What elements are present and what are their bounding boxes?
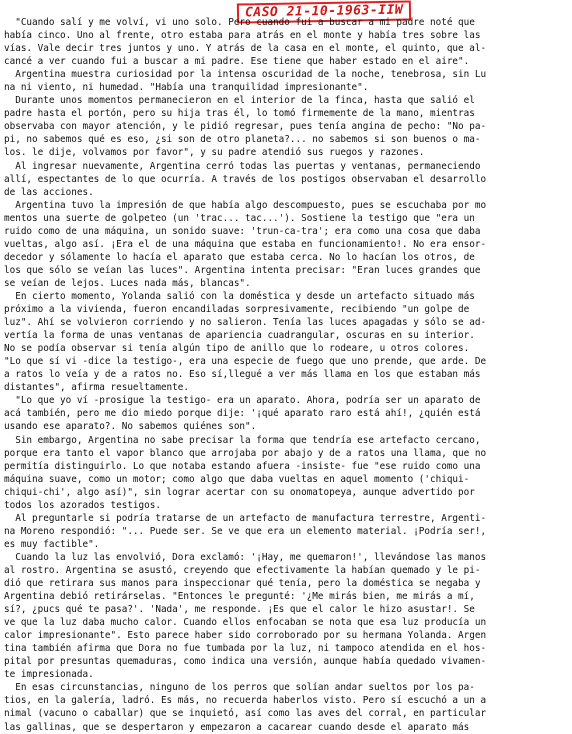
text-line: chiqui-chi', algo así)", sin lograr acertar con su onomatopeya, aunque advertido por: [4, 486, 475, 498]
text-line: te impresionada.: [4, 669, 94, 681]
text-line: permitía distinguirlo. Lo que notaba estando afuera -insiste- fue "ese ruido como una: [4, 460, 481, 472]
text-line: todos los azorados testigos.: [4, 499, 161, 511]
text-line: pi, no sabemos qué es eso, ¿si son de otro planeta?... no sabemos si son buenos o ma-: [4, 134, 481, 146]
text-line: distantes", afirma resueltamente.: [4, 382, 189, 394]
text-line: los que sólo se veían las luces". Argentina intenta precisar: "Eran luces grandes que: [4, 264, 481, 276]
text-line: na ni viento, ni humedad. "Había una tranquilidad impresionante".: [4, 82, 369, 94]
text-line: es muy factible".: [4, 538, 100, 550]
text-line: luz". Ahí se volvieron corriendo y no salieron. Tenía las luces apagadas y sólo se ad-: [4, 317, 487, 329]
text-line: dió que retirara sus manos para inspeccionar qué tenía, pero la doméstica se negaba y: [4, 578, 481, 590]
text-line: próximo a la vivienda, fueron encandiladas sorpresivamente, recibiendo "un golpe de: [4, 304, 470, 316]
text-line: cancé a ver cuando fui a buscar a mi padre. Ese tiene que haber estado en el aire".: [4, 56, 470, 68]
text-line: había cinco. Uno al frente, otro estaba para atrás en el monte y había tres sobre las: [4, 30, 481, 42]
text-line: No se podía observar si tenía algún tipo de anillo que lo rodeare, u otros colores.: [4, 343, 470, 355]
text-line: ve que la luz daba mucho calor. Cuando ellos enfocaban se nota que esa luz producía un: [4, 617, 487, 629]
text-line: Sin embargo, Argentina no sabe precisar la forma que tendría ese artefacto cercano,: [4, 434, 481, 446]
text-line: los. le dije, volvamos por favor", y su padre atendió sus ruegos y razones.: [4, 147, 425, 159]
text-line: En cierto momento, Yolanda salió con la doméstica y desde un artefacto situado más: [4, 290, 475, 302]
text-line: máquina suave, como un motor; como algo que daba vueltas en aquel momento ('chiqui-: [4, 473, 470, 485]
text-line: En esas circunstancias, ninguno de los perros que solían andar sueltos por los pa-: [4, 682, 475, 694]
text-line: ruido como de una máquina, un sonido suave: 'trun-ca-tra'; era como una cosa que daba: [4, 225, 481, 237]
case-stamp: CASO 21-10-1963-IIW: [237, 0, 412, 23]
text-line: de las acciones.: [4, 186, 94, 198]
text-line: al rostro. Argentina se asustó, creyendo que efectivamente la habían quemado y le pi-: [4, 564, 481, 576]
body-text: [4, 16, 566, 734]
text-line: porque era tanto el vapor blanco que arrojaba por abajo y de a ratos una llama, que no: [4, 447, 487, 459]
text-line: observaba con mayor atención, y le pidió regresar, pues tenía angina de pecho: "No pa-: [4, 121, 487, 133]
text-line: Al preguntarle si podría tratarse de un artefacto de manufactura terrestre, Argenti-: [4, 512, 487, 524]
text-line: Al ingresar nuevamente, Argentina cerró todas las puertas y ventanas, permaneciendo: [4, 160, 481, 172]
text-line: allí, espectantes de lo que ocurría. A través de los postigos observaban el desarrollo: [4, 173, 487, 185]
text-line: Argentina debió retirárselas. "Entonces le pregunté: '¿Me mirás bien, me mirás a mí,: [4, 591, 475, 603]
text-line: pital por presuntas quemaduras, como indica una versión, aunque había quedado vivamen-: [4, 656, 487, 668]
text-line: "Lo que sí vi -dice la testigo-, era una especie de fuego que uno prende, que arde. De: [4, 356, 487, 368]
text-line: vueltas, algo así. ¡Era el de una máquina que estaba en funcionamiento!. No era ensor-: [4, 238, 487, 250]
text-line: na Moreno respondió: "... Puede ser. Se ve que era un elemento material. ¡Podría ser!,: [4, 525, 487, 537]
text-line: vías. Vale decir tres juntos y uno. Y atrás de la casa en el monte, el quinto, que al-: [4, 43, 487, 55]
text-line: usando ese aparato?. No sabemos quiénes son".: [4, 421, 257, 433]
text-line: se veían de lejos. Luces nada más, blancas".: [4, 277, 251, 289]
text-line: "Cuando salí y me volví, vi uno solo. Pero cuando fui a buscar a mi padre noté que: [4, 17, 475, 28]
text-line: nimal (vacuno o caballar) que se inquietó, así como las aves del corral, en particular: [4, 708, 487, 720]
text-line: Argentina muestra curiosidad por la intensa oscuridad de la noche, tenebrosa, sin Lu: [4, 69, 487, 81]
text-line: a ratos lo veía y de a ratos no. Eso sí,llegué a ver más llama en los que estaban más: [4, 369, 481, 381]
text-line: tios, en la galería, ladró. Es más, no recuerda haberlos visto. Pero sí escuchó a un a: [4, 695, 487, 707]
text-line: Durante unos momentos permanecieron en el interior de la finca, hasta que salió el: [4, 95, 475, 107]
text-line: padre hasta el portón, pero su hija tras él, lo tomó firmemente de la mano, mientras: [4, 108, 475, 120]
text-line: las gallinas, que se despertaron y empezaron a cacarear cuando desde el aparato más: [4, 721, 470, 733]
text-line: Argentina tuvo la impresión de que había algo descompuesto, pues se escuchaba por mo: [4, 199, 487, 211]
text-line: mentos una suerte de golpeteo (un 'trac... tac...'). Sostiene la testigo que "era un: [4, 212, 475, 224]
text-line: tina también afirma que Dora no fue tumbada por la luz, ni tampoco atendida en el hos-: [4, 643, 487, 655]
text-line: decedor y sólamente lo hacía el aparato que estaba cerca. No lo hacían los otros, de: [4, 251, 475, 263]
text-line: acá también, pero me dio miedo porque dije: '¡qué aparato raro está ahí!, ¿quién está: [4, 408, 481, 420]
text-line: Cuando la luz las envolvió, Dora exclamó: '¡Hay, me quemaron!', llevándose las manos: [4, 551, 487, 563]
text-line: calor impresionante". Esto parece haber sido corroborado por su hermana Yolanda. Argen: [4, 630, 487, 642]
text-line: sí?, ¿pucs qué te pasa?'. 'Nada', me responde. ¡Es que el calor le hizo asustar!. Se: [4, 604, 475, 616]
text-line: vertía la forma de unas ventanas de apariencia cuadrangular, oscuras en su interior.: [4, 330, 475, 342]
text-line: "Lo que yo ví -prosigue la testigo- era un aparato. Ahora, podría ser un aparato de: [4, 395, 481, 407]
